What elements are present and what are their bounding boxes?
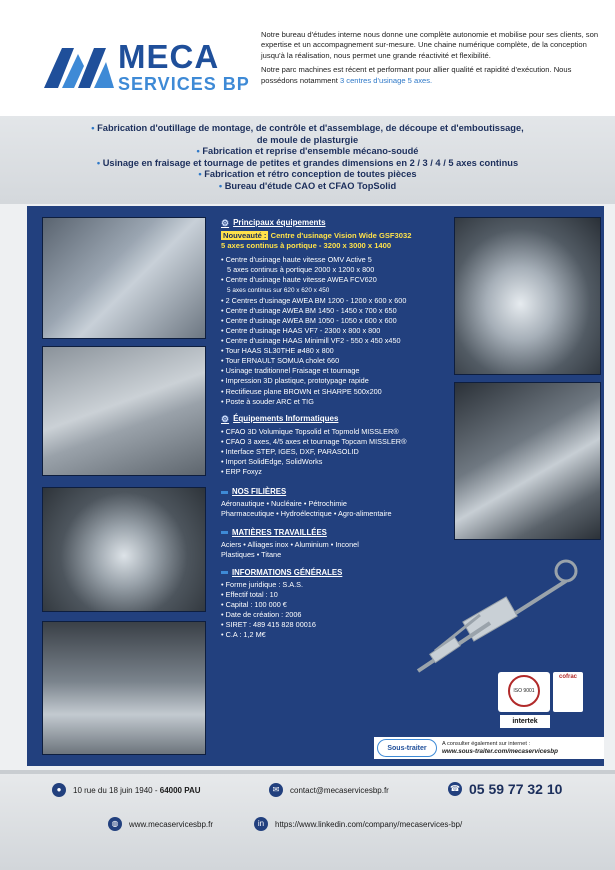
sectors-title: NOS FILIÈRES bbox=[221, 487, 451, 497]
list-item: • Centre d'usinage AWEA BM 1450 - 1450 x 700 x 650 bbox=[221, 305, 397, 315]
logo-text-main: MECA bbox=[118, 38, 220, 75]
new-equipment-detail: 5 axes continus à portique - 3200 x 3000 x 1400 bbox=[221, 241, 392, 251]
list-item: • Centre d'usinage haute vitesse AWEA FCV620 bbox=[221, 275, 377, 285]
photo-machined-part-2 bbox=[42, 346, 206, 476]
photo-turned-disc bbox=[454, 217, 601, 375]
sous-traiter-note: A consulter également sur internet : bbox=[442, 740, 530, 747]
mail-icon: ✉ bbox=[269, 783, 283, 797]
intro-paragraph-1: Notre bureau d'études interne nous donne une complète autonomie et mobilise pour ses clients, son expertise et un accompagnement sur-mesure. Une chaine numérique complète, de la conception jusqu'à la réalisation, nous permet une grande réactivité et flexibilité. bbox=[261, 30, 599, 60]
intro-text bbox=[261, 30, 601, 90]
footer-email[interactable]: ✉ contact@mecaservicesbp.fr bbox=[269, 783, 389, 797]
info-title: INFORMATIONS GÉNÉRALES bbox=[221, 568, 451, 578]
certifications bbox=[498, 672, 588, 732]
new-equipment: Nouveauté : Centre d'usinage Vision Wide GSF3032 bbox=[223, 231, 412, 241]
list-item-detail: 5 axes continus à portique 2000 x 1200 x 800 bbox=[227, 265, 375, 275]
intro-paragraph-2 bbox=[261, 65, 601, 86]
it-list bbox=[221, 427, 451, 477]
list-item: • ERP Foxyz bbox=[221, 467, 262, 477]
list-item: • Centre d'usinage HAAS VF7 - 2300 x 800 x 800 bbox=[221, 325, 381, 335]
photo-machined-part-1 bbox=[42, 217, 206, 339]
cofrac-badge: cofrac bbox=[553, 672, 583, 712]
list-item: • CFAO 3 axes, 4/5 axes et tournage Topcam MISSLER® bbox=[221, 436, 407, 446]
iso-badge: ISO 9001 bbox=[498, 672, 550, 712]
list-item: • 2 Centres d'usinage AWEA BM 1200 - 1200 x 600 x 600 bbox=[221, 295, 407, 305]
list-item: • Import SolidEdge, SolidWorks bbox=[221, 457, 323, 467]
service-line: • Fabrication et reprise d'ensemble mécano-soudé bbox=[196, 146, 419, 156]
sous-traiter-banner[interactable] bbox=[374, 737, 604, 759]
header bbox=[0, 0, 615, 116]
footer-linkedin[interactable]: in https://www.linkedin.com/company/mecaservices-bp/ bbox=[254, 817, 462, 831]
list-item: • Impression 3D plastique, prototypage rapide bbox=[221, 376, 369, 386]
photo-5axis-machining bbox=[454, 382, 601, 540]
services-banner bbox=[0, 116, 615, 204]
sectors-line-2: Pharmaceutique • Hydroélectrique • Agro-alimentaire bbox=[221, 509, 392, 519]
service-line: de moule de plasturgie bbox=[256, 134, 359, 145]
list-item: • C.A : 1,2 M€ bbox=[221, 630, 266, 640]
list-item: • Tour HAAS SL30THE ø480 x 800 bbox=[221, 346, 334, 356]
intertek-logo: intertek bbox=[500, 715, 550, 728]
sectors-line-1: Aéronautique • Nucléaire • Pétrochimie bbox=[221, 499, 347, 509]
list-item: • Forme juridique : S.A.S. bbox=[221, 579, 304, 589]
list-item: • Centre d'usinage HAAS Minimill VF2 - 550 x 450 x450 bbox=[221, 336, 401, 346]
list-item: • Centre d'usinage haute vitesse OMV Active 5 bbox=[221, 255, 372, 265]
list-item: • Capital : 100 000 € bbox=[221, 600, 287, 610]
photo-circular-part bbox=[42, 487, 206, 612]
equipment-title: ⚙ Principaux équipements bbox=[221, 218, 326, 228]
footer-address: ● 10 rue du 18 juin 1940 - 64000 PAU bbox=[52, 783, 201, 797]
intro-p2-text: Notre parc machines est récent et performant pour allier qualité et rapidité d'exécution. Nous possédons notamment bbox=[261, 65, 572, 85]
list-item-detail: 5 axes continus sur 620 x 620 x 450 bbox=[227, 286, 330, 294]
equipment-list bbox=[221, 255, 451, 406]
logo-text-sub: SERVICES BP bbox=[118, 74, 250, 94]
photo-machine-head bbox=[42, 621, 206, 755]
list-item: • Date de création : 2006 bbox=[221, 610, 302, 620]
sous-traiter-logo: Sous-traiter bbox=[377, 739, 437, 757]
materials-line-1: Aciers • Alliages inox • Aluminium • Inconel bbox=[221, 539, 359, 549]
service-line: • Fabrication et rétro conception de toutes pièces bbox=[198, 169, 417, 179]
location-icon: ● bbox=[52, 783, 66, 797]
intro-highlight: 3 centres d'usinage 5 axes. bbox=[339, 75, 433, 85]
list-item: • Effectif total : 10 bbox=[221, 590, 278, 599]
logo-mark-icon bbox=[44, 42, 114, 90]
company-logo bbox=[44, 38, 254, 98]
computer-icon: ⚙ bbox=[221, 413, 230, 424]
gear-icon: ⚙ bbox=[221, 218, 230, 228]
list-item: • Interface STEP, IGES, DXF, PARASOLID bbox=[221, 446, 359, 456]
list-item: • SIRET : 489 415 828 00016 bbox=[221, 620, 316, 630]
list-item: • Poste à souder ARC et TIG bbox=[221, 396, 314, 406]
list-item: • Usinage traditionnel Fraisage et tournage bbox=[221, 366, 360, 376]
service-line: • Usinage en fraisage et tournage de petites et grandes dimensions en 2 / 3 / 4 / 5 axes continus bbox=[96, 157, 519, 168]
service-line: • Bureau d'étude CAO et CFAO TopSolid bbox=[218, 180, 397, 191]
footer-website[interactable]: ◍ www.mecaservicesbp.fr bbox=[108, 817, 213, 831]
globe-icon: ◍ bbox=[108, 817, 122, 831]
it-title: ⚙ Équipements Informatiques bbox=[221, 413, 339, 424]
machined-tool-illustration bbox=[410, 553, 585, 678]
list-item: • Centre d'usinage AWEA BM 1050 - 1050 x 600 x 600 bbox=[221, 315, 397, 325]
linkedin-icon: in bbox=[254, 817, 268, 831]
materials-title: MATIÈRES TRAVAILLÉES bbox=[221, 528, 451, 538]
service-line: • Fabrication d'outillage de montage, de contrôle et d'assemblage, de découpe et d'emboutissage, bbox=[91, 123, 524, 133]
footer-phone[interactable]: ☎ 05 59 77 32 10 bbox=[448, 781, 562, 797]
phone-icon: ☎ bbox=[448, 782, 462, 796]
sous-traiter-link[interactable]: www.sous-traiter.com/mecaservicesbp bbox=[442, 747, 558, 755]
list-item: • Tour ERNAULT SOMUA cholet 660 bbox=[221, 356, 340, 366]
list-item: • Rectifieuse plane BROWN et SHARPE 500x200 bbox=[221, 386, 382, 396]
materials-line-2: Plastiques • Titane bbox=[221, 549, 282, 559]
list-item: • CFAO 3D Volumique Topsolid et Topmold MISSLER® bbox=[221, 426, 399, 436]
